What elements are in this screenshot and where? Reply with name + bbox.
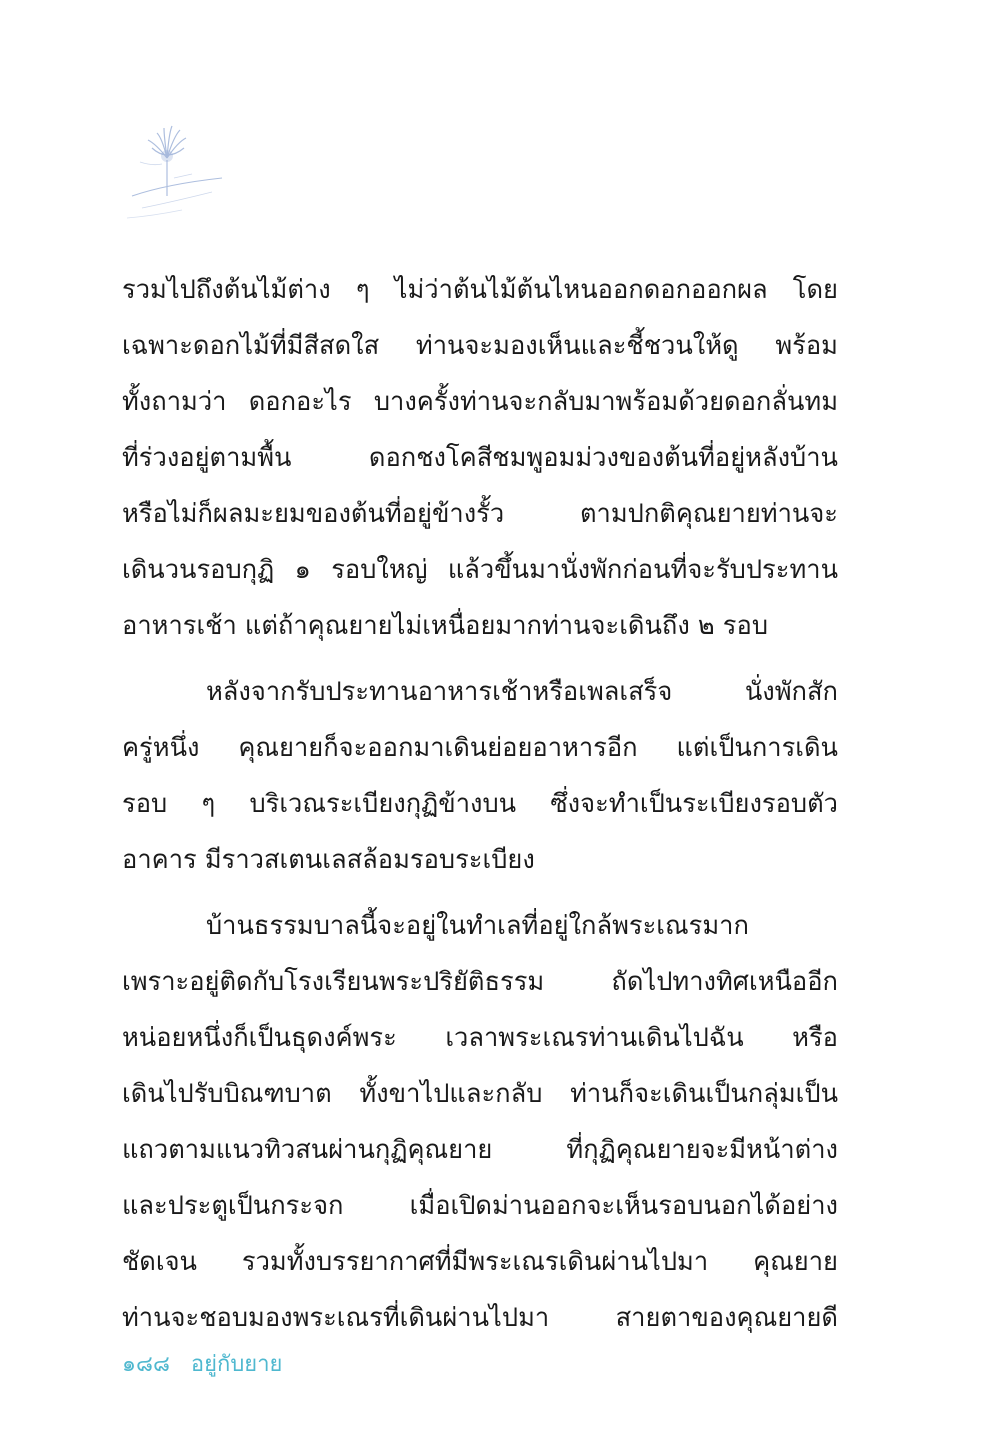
text-line: ท่านจะชอบมองพระเณรที่เดินผ่านไปมา สายตาของคุณยายดี [122,1303,838,1333]
book-title: อยู่กับยาย [190,1352,283,1377]
text-line: หลังจากรับประทานอาหารเช้าหรือเพลเสร็จ นั่งพักสัก [206,677,838,707]
text-line: อาคาร มีราวสเตนเลสล้อมรอบระเบียง [122,845,535,875]
text-line: และประตูเป็นกระจก เมื่อเปิดม่านออกจะเห็นรอบนอกได้อย่าง [122,1191,838,1221]
text-line: เดินวนรอบกุฏิ ๑ รอบใหญ่ แล้วขึ้นมานั่งพักก่อนที่จะรับประทาน [122,555,838,585]
text-line: ครู่หนึ่ง คุณยายก็จะออกมาเดินย่อยอาหารอีก แต่เป็นการเดิน [122,733,838,763]
paragraph-2 [122,664,838,888]
paragraph-1 [122,262,838,654]
paragraph-3 [122,898,838,1346]
page-number: ๑๘๘ [122,1352,170,1377]
lotus-icon [112,118,242,228]
text-line: หรือไม่ก็ผลมะยมของต้นที่อยู่ข้างรั้ว ตามปกติคุณยายท่านจะ [122,499,838,529]
text-line: เฉพาะดอกไม้ที่มีสีสดใส ท่านจะมองเห็นและชี้ชวนให้ดู พร้อม [122,331,838,361]
text-line: เพราะอยู่ติดกับโรงเรียนพระปริยัติธรรม ถัดไปทางทิศเหนืออีก [122,967,838,997]
page-footer [122,1347,282,1383]
text-line: เดินไปรับบิณฑบาต ทั้งขาไปและกลับ ท่านก็จะเดินเป็นกลุ่มเป็น [122,1079,838,1109]
body-text [122,262,838,1356]
text-line: ที่ร่วงอยู่ตามพื้น ดอกชงโคสีชมพูอมม่วงของต้นที่อยู่หลังบ้าน [122,443,838,473]
text-line: บ้านธรรมบาลนี้จะอยู่ในทำเลที่อยู่ใกล้พระเณรมาก [206,911,749,941]
text-line: รอบ ๆ บริเวณระเบียงกุฏิข้างบน ซึ่งจะทำเป็นระเบียงรอบตัว [122,789,838,819]
text-line: รวมไปถึงต้นไม้ต่าง ๆ ไม่ว่าต้นไม้ต้นไหนออกดอกออกผล โดย [122,275,838,305]
text-line: แถวตามแนวทิวสนผ่านกุฏิคุณยาย ที่กุฏิคุณยายจะมีหน้าต่าง [122,1135,838,1165]
text-line: ชัดเจน รวมทั้งบรรยากาศที่มีพระเณรเดินผ่านไปมา คุณยาย [122,1247,838,1277]
text-line: อาหารเช้า แต่ถ้าคุณยายไม่เหนื่อยมากท่านจะเดินถึง ๒ รอบ [122,611,769,641]
text-line: ทั้งถามว่า ดอกอะไร บางครั้งท่านจะกลับมาพร้อมด้วยดอกลั่นทม [122,387,838,417]
text-line: หน่อยหนึ่งก็เป็นธุดงค์พระ เวลาพระเณรท่านเดินไปฉัน หรือ [122,1023,838,1053]
